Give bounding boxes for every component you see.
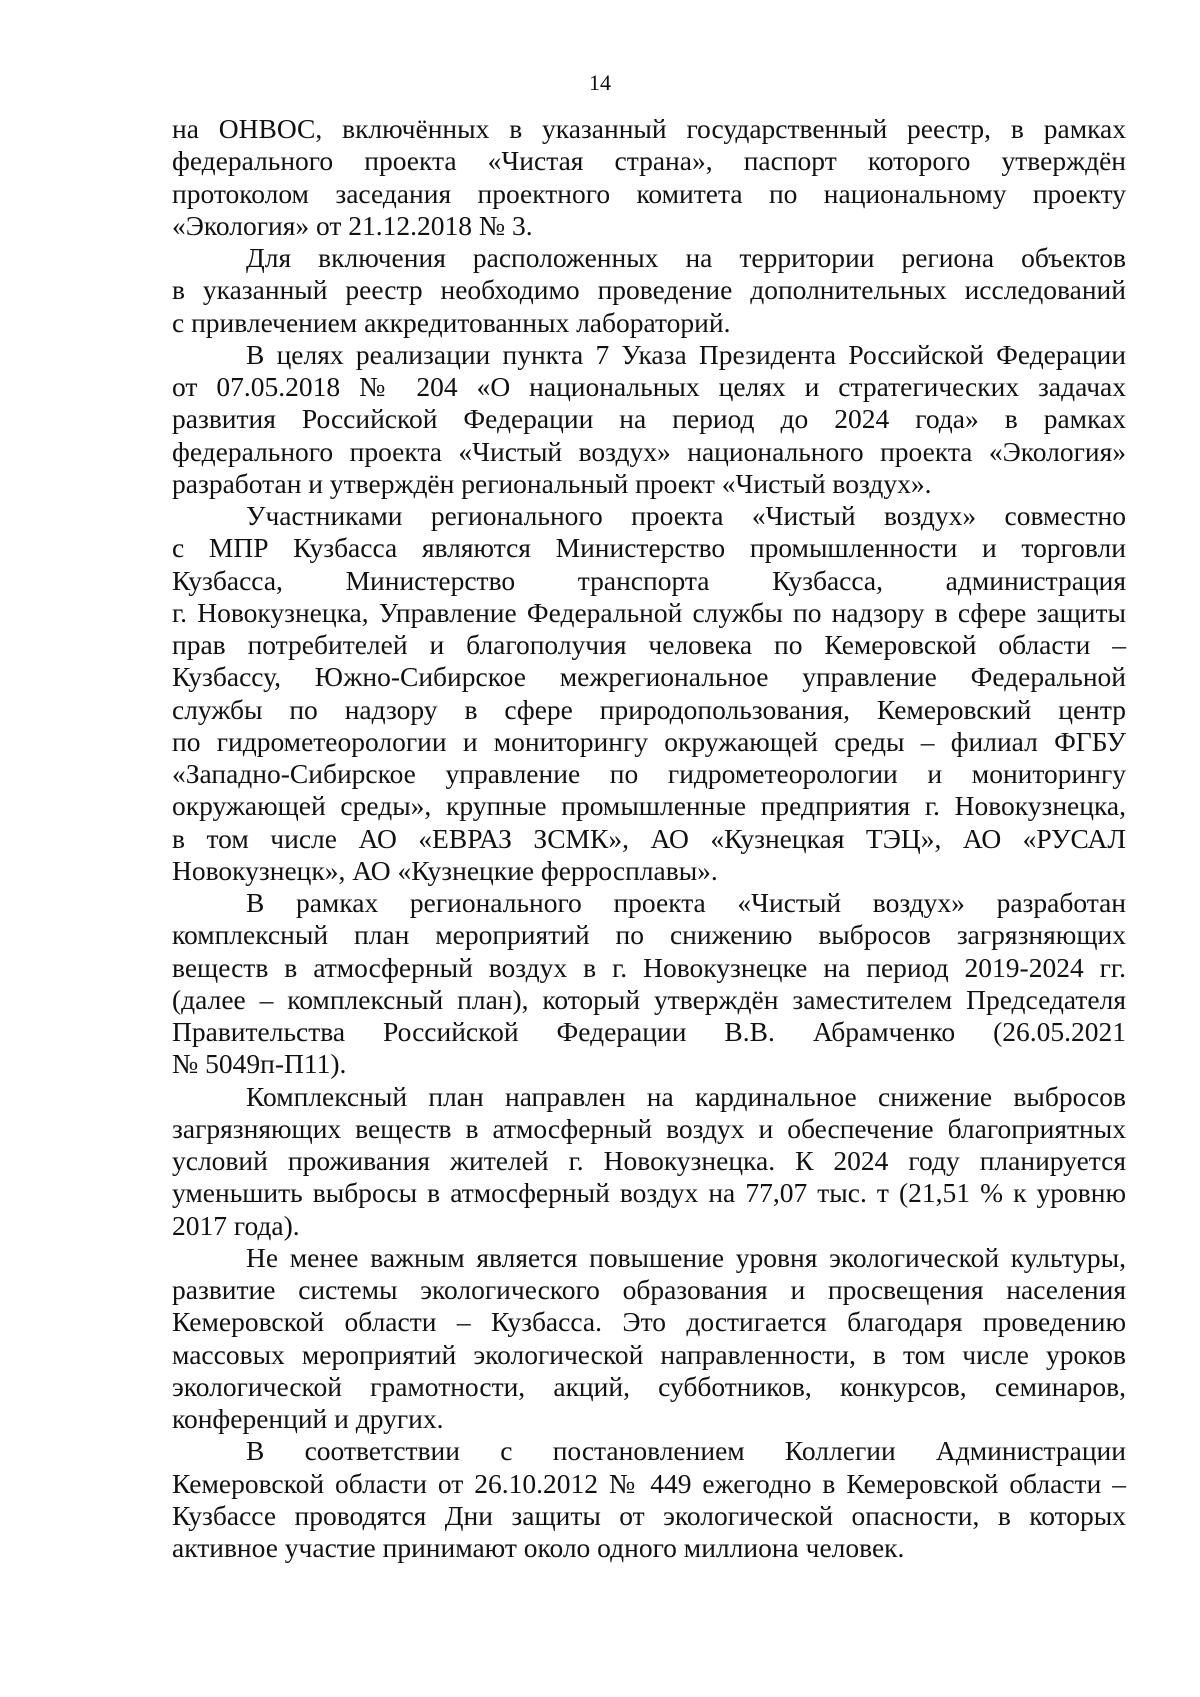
paragraph (172, 113, 1126, 242)
text-line: Участниками регионального проекта «Чистый воздух» совместно (246, 500, 1126, 531)
text-line: Кемеровской области от 26.10.2012 № 449 ежегодно в Кемеровской области – (172, 1467, 1126, 1499)
text-line: Кузбассу, Южно-Сибирское межрегиональное управление Федеральной (172, 661, 1126, 693)
text-line: Для включения расположенных на территории региона объектов (246, 242, 1126, 273)
text-line: В рамках регионального проекта «Чистый воздух» разработан (246, 887, 1126, 918)
paragraph (172, 500, 1126, 887)
text-line: комплексный план мероприятий по снижению выбросов загрязняющих (172, 919, 1126, 951)
text-line: «Западно-Сибирское управление по гидрометеорологии и мониторингу (172, 758, 1126, 789)
paragraph (172, 1081, 1126, 1242)
text-line: экологической грамотности, акций, субботников, конкурсов, семинаров, (172, 1370, 1126, 1402)
text-line: 2017 года). (172, 1209, 300, 1241)
text-line: развития Российской Федерации на период до 2024 года» в рамках (172, 403, 1126, 435)
text-line: разработан и утверждён региональный проект «Чистый воздух». (172, 467, 932, 499)
text-line: протоколом заседания проектного комитета по национальному проекту (172, 177, 1126, 209)
text-line: в том числе АО «ЕВРАЗ ЗСМК», АО «Кузнецкая ТЭЦ», АО «РУСАЛ (172, 822, 1126, 854)
text-line: загрязняющих веществ в атмосферный воздух и обеспечение благоприятных (172, 1112, 1126, 1144)
paragraph (172, 887, 1126, 1081)
text-line: массовых мероприятий экологической направленности, в том числе уроков (172, 1338, 1126, 1370)
text-line: конференций и других. (172, 1403, 444, 1434)
text-line: развитие системы экологического образования и просвещения населения (172, 1274, 1126, 1305)
text-line: на ОНВОС, включённых в указанный государственный реестр, в рамках (172, 113, 1126, 144)
paragraph (172, 1242, 1126, 1436)
text-line: Комплексный план направлен на кардинальное снижение выбросов (246, 1080, 1126, 1112)
text-line: Кузбасса, Министерство транспорта Кузбасса, администрация (172, 564, 1126, 596)
text-line: окружающей среды», крупные промышленные предприятия г. Новокузнецка, (172, 790, 1126, 822)
text-line: «Экология» от 21.12.2018 № 3. (172, 209, 533, 241)
paragraph (172, 339, 1126, 500)
paragraph (172, 1435, 1126, 1564)
text-line: Новокузнецк», АО «Кузнецкие ферросплавы». (172, 854, 718, 886)
text-line: прав потребителей и благополучия человека по Кемеровской области – (172, 629, 1126, 660)
text-line: Не менее важным является повышение уровня экологической культуры, (246, 1241, 1126, 1273)
text-line: В соответствии с постановлением Коллегии Администрации (246, 1435, 1126, 1467)
text-line: веществ в атмосферный воздух в г. Новокузнецке на период 2019-2024 гг. (172, 951, 1126, 983)
text-line: Кемеровской области – Кузбасса. Это достигается благодаря проведению (172, 1306, 1126, 1338)
text-line: условий проживания жителей г. Новокузнецка. К 2024 году планируется (172, 1145, 1126, 1176)
text-line: в указанный реестр необходимо проведение дополнительных исследований (172, 274, 1126, 306)
text-line: уменьшить выбросы в атмосферный воздух на 77,07 тыс. т (21,51 % к уровню (172, 1177, 1126, 1209)
text-line: с МПР Кузбасса являются Министерство промышленности и торговли (172, 532, 1126, 564)
text-line: активное участие принимают около одного миллиона человек. (172, 1532, 905, 1563)
text-line: федерального проекта «Чистая страна», паспорт которого утверждён (172, 145, 1126, 177)
page-number: 14 (589, 70, 611, 95)
text-line: Кузбассе проводятся Дни защиты от экологической опасности, в которых (172, 1499, 1126, 1531)
text-line: Правительства Российской Федерации В.В. Абрамченко (26.05.2021 (172, 1016, 1126, 1047)
text-line: с привлечением аккредитованных лабораторий. (172, 306, 731, 338)
text-line: г. Новокузнецка, Управление Федеральной службы по надзору в сфере защиты (172, 596, 1126, 628)
text-line: В целях реализации пункта 7 Указа Президента Российской Федерации (246, 338, 1126, 370)
text-line: (далее – комплексный план), который утверждён заместителем Председателя (172, 983, 1126, 1015)
text-line: № 5049п-П11). (172, 1048, 347, 1080)
text-line: службы по надзору в сфере природопользования, Кемеровский центр (172, 693, 1126, 725)
text-line: от 07.05.2018 № 204 «О национальных целях и стратегических задачах (172, 371, 1126, 402)
text-line: федерального проекта «Чистый воздух» национального проекта «Экология» (172, 435, 1126, 467)
document-body (172, 113, 1126, 1564)
paragraph (172, 242, 1126, 339)
text-line: по гидрометеорологии и мониторингу окружающей среды – филиал ФГБУ (172, 725, 1126, 757)
